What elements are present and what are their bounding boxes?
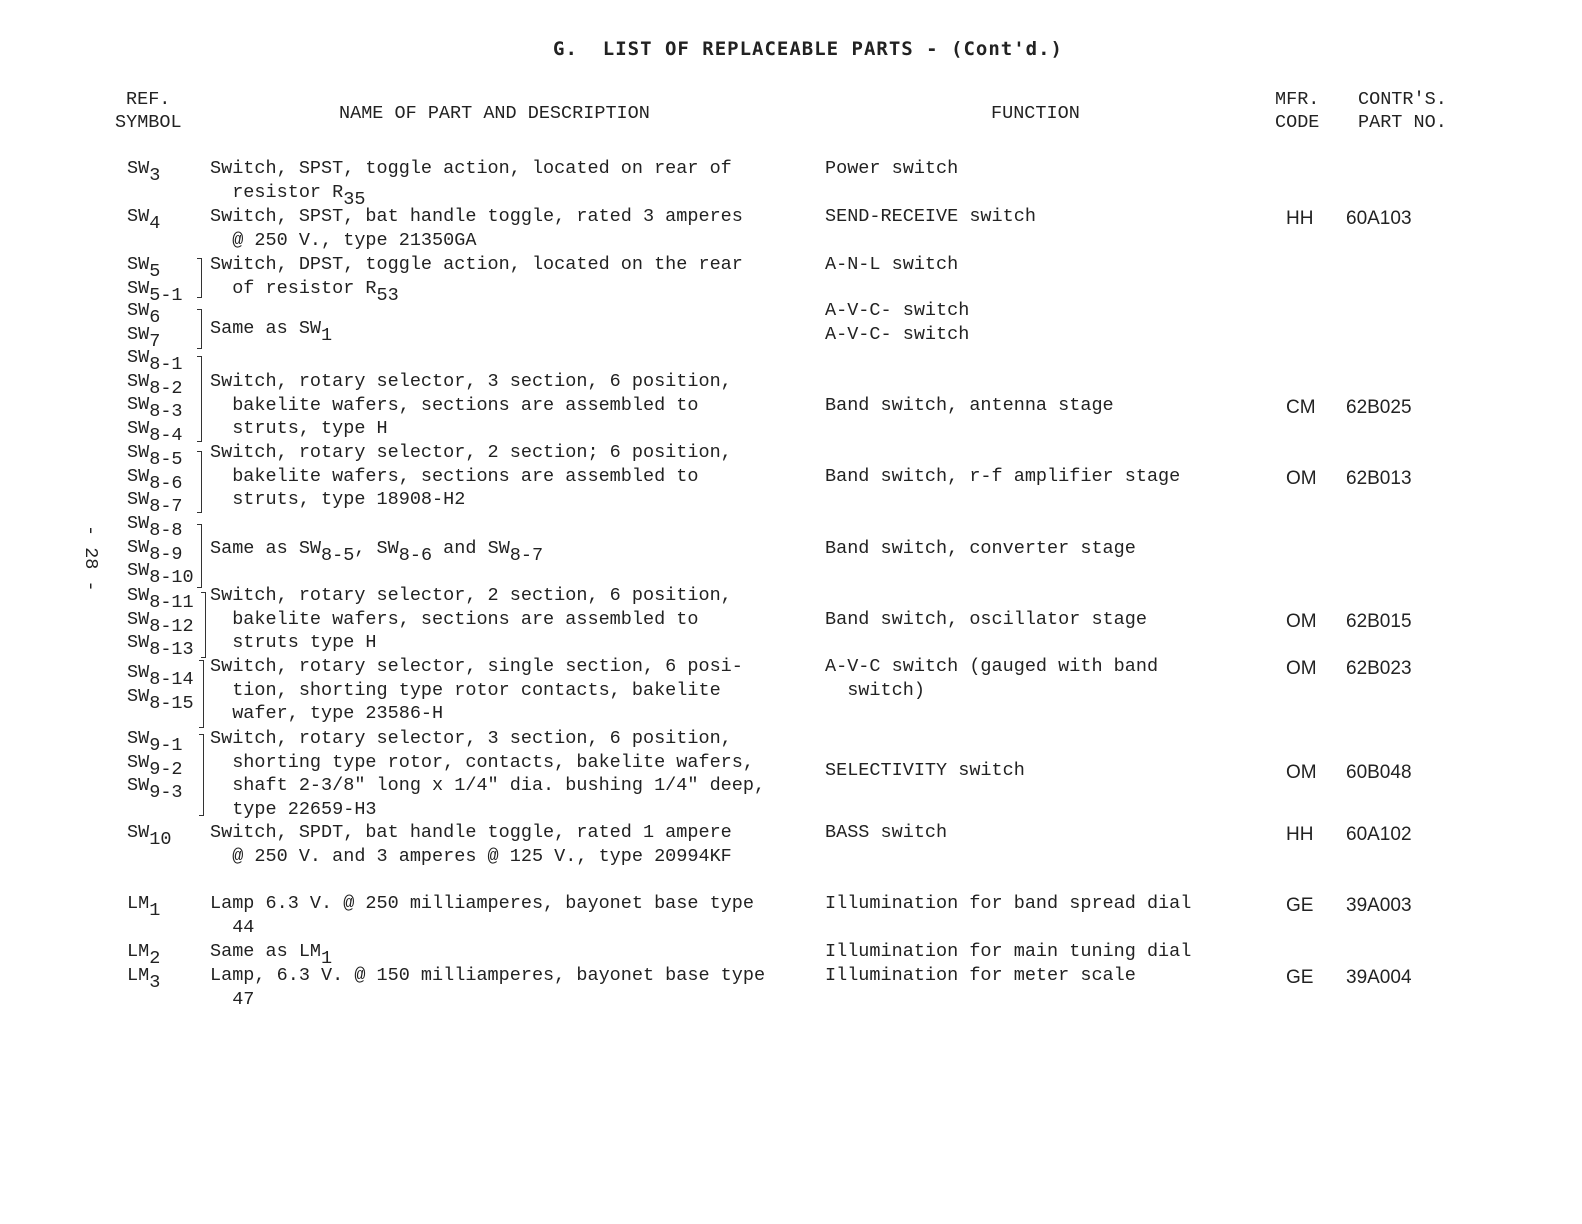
ref-symbol-base: SW [127,158,150,179]
ref-symbol [127,584,194,613]
ref-symbol-subscript: 8-7 [149,496,183,517]
bracket-brace [201,592,206,658]
ref-symbol [127,608,194,637]
part-function: Band switch, oscillator stage [825,609,1147,630]
part-description-line [210,702,443,726]
description-text: bakelite wafers, sections are assembled to [210,608,699,630]
ref-symbol [127,488,183,517]
description-text: Lamp 6.3 V. @ 250 milliamperes, bayonet base type [210,893,754,914]
ref-symbol-base: SW [127,347,150,368]
part-description-line [210,441,732,465]
ref-symbol-base: SW [127,662,150,683]
part-function: Illumination for meter scale [825,965,1136,986]
part-description-line [210,798,377,822]
header-name: NAME OF PART AND DESCRIPTION [339,103,650,124]
ref-symbol-base: SW [127,513,150,534]
ref-symbol-base: SW [127,751,150,773]
ref-symbol-base: SW [127,775,150,796]
part-description-line [210,631,377,655]
mfr-code: OM [1286,611,1317,632]
description-text: tion, shorting type rotor contacts, bakelite [210,679,721,701]
ref-symbol-subscript: 2 [149,948,161,969]
description-text: type 22659-H3 [210,798,377,820]
description-text: Switch, DPST, toggle action, located on the rear [210,254,743,275]
mfr-code: OM [1286,468,1317,489]
description-text: and SW [432,538,510,559]
description-text: Same as LM [210,941,322,962]
ref-symbol-base: SW [127,560,150,581]
description-text: Lamp, 6.3 V. @ 150 milliamperes, bayonet base type [210,965,766,986]
ref-symbol [127,751,183,780]
ref-symbol [127,441,183,470]
contractor-part-number: 39A004 [1346,967,1412,988]
description-text: 44 [210,916,255,938]
ref-symbol-base: SW [127,442,150,463]
page-number: - 28 - [80,525,101,592]
ref-symbol-base: SW [127,585,150,606]
part-description-line [210,253,743,277]
ref-symbol-subscript: 9-1 [149,735,183,756]
mfr-code: CM [1286,397,1316,418]
part-description-line [210,940,333,969]
part-function: BASS switch [825,822,948,843]
description-text: Switch, rotary selector, 2 section; 6 position, [210,442,732,463]
ref-symbol-subscript: 4 [149,213,161,234]
ref-symbol [127,323,161,352]
part-description-line [210,205,743,229]
description-text: @ 250 V., type 21350GA [210,229,477,251]
description-subscript: 8-6 [398,545,433,566]
ref-symbol-base: SW [127,536,150,558]
part-function: Band switch, r-f amplifier stage [825,466,1181,487]
mfr-code: GE [1286,895,1314,916]
ref-symbol-base: SW [127,206,150,227]
description-text: shaft 2-3/8" long x 1/4" dia. bushing 1/4" deep, [210,775,766,796]
ref-symbol-base: SW [127,728,150,749]
ref-symbol-subscript: 9-3 [149,782,183,803]
ref-symbol-subscript: 3 [149,165,161,186]
part-description-line [210,964,765,988]
part-function: Illumination for band spread dial [825,893,1192,914]
description-text: bakelite wafers, sections are assembled to [210,394,699,416]
ref-symbol-subscript: 3 [149,972,161,993]
part-description-line [210,465,698,489]
ref-symbol-subscript: 9-2 [149,758,183,780]
part-description-line [210,317,333,346]
description-text: Switch, SPST, toggle action, located on rear of [210,158,732,179]
description-text: wafer, type 23586-H [210,703,444,724]
part-function: Band switch, converter stage [825,538,1136,559]
mfr-code: HH [1286,208,1314,229]
part-description-line [210,584,732,608]
contractor-part-number: 62B023 [1346,658,1412,679]
ref-symbol-subscript: 8-11 [149,592,194,613]
ref-symbol-base: LM [127,965,150,986]
description-subscript: 8-7 [509,545,544,566]
part-description-line [210,821,732,845]
ref-symbol [127,536,183,565]
ref-symbol [127,685,194,714]
ref-symbol-base: SW [127,394,150,415]
ref-symbol-subscript: 8-13 [149,639,194,660]
ref-symbol-subscript: 8-6 [149,472,183,494]
ref-symbol [127,370,183,399]
bracket-brace [197,258,202,298]
ref-symbol [127,892,161,921]
description-text: bakelite wafers, sections are assembled to [210,465,699,487]
ref-symbol-subscript: 8-4 [149,424,183,446]
ref-symbol [127,205,161,234]
description-text: struts, type H [210,418,388,439]
ref-symbol-subscript: 8-14 [149,669,194,690]
part-description-line [210,655,743,679]
part-function: SEND-RECEIVE switch [825,206,1036,227]
part-function: A-V-C- switch [825,300,970,321]
ref-symbol [127,277,183,306]
description-text: shorting type rotor, contacts, bakelite wafers, [210,751,754,773]
description-text: Switch, rotary selector, 3 section, 6 position, [210,728,732,749]
description-text: Same as SW [210,318,322,339]
part-description-line [210,727,732,751]
part-description-line [210,181,366,210]
ref-symbol-base: SW [127,489,150,510]
description-subscript: 1 [321,325,333,346]
ref-symbol-base: SW [127,417,150,439]
bracket-brace [197,524,202,588]
mfr-code: HH [1286,824,1314,845]
part-function: SELECTIVITY switch [825,760,1025,781]
ref-symbol [127,940,161,969]
ref-symbol-base: SW [127,277,150,299]
ref-symbol-subscript: 8-9 [149,543,183,565]
part-description-line [210,892,754,916]
ref-symbol [127,821,172,850]
ref-symbol-base: SW [127,822,150,843]
ref-symbol [127,774,183,803]
bracket-brace [197,356,202,442]
description-text: Switch, rotary selector, 3 section, 6 position, [210,371,732,392]
part-function: A-N-L switch [825,254,959,275]
description-text: 47 [210,988,255,1010]
part-description-line [210,679,721,703]
bracket-brace [197,309,202,349]
ref-symbol-subscript: 8-5 [149,449,183,470]
part-description-line [210,157,732,181]
part-function: switch) [825,679,925,701]
header-ref-line1: REF. [126,89,171,110]
part-description-line [210,277,399,306]
ref-symbol-subscript: 8-3 [149,401,183,422]
ref-symbol-subscript: 8-8 [149,520,183,541]
description-subscript: 53 [376,284,399,306]
ref-symbol [127,299,161,328]
contractor-part-number: 62B015 [1346,611,1412,632]
part-description-line [210,608,698,632]
header-contr-line2: PART NO. [1358,112,1447,133]
ref-symbol [127,393,183,422]
part-description-line [210,988,254,1012]
description-text: Switch, rotary selector, 2 section, 6 position, [210,585,732,606]
header-ref-line2: SYMBOL [115,112,182,133]
description-text: Same as SW [210,538,322,559]
header-contr-line1: CONTR'S. [1358,89,1447,110]
part-description-line [210,488,465,512]
part-description-line [210,370,732,394]
ref-symbol-subscript: 5-1 [149,284,183,306]
description-text: Switch, rotary selector, single section, 6 posi- [210,656,743,677]
part-function: Band switch, antenna stage [825,395,1114,416]
ref-symbol-base: SW [127,685,150,707]
part-function: Power switch [825,158,959,179]
mfr-code: GE [1286,967,1314,988]
ref-symbol-base: SW [127,465,150,487]
contractor-part-number: 39A003 [1346,895,1412,916]
ref-symbol-subscript: 7 [149,330,161,352]
part-function: A-V-C switch (gauged with band [825,656,1159,677]
ref-symbol-base: SW [127,254,150,275]
ref-symbol-base: SW [127,608,150,630]
mfr-code: OM [1286,762,1317,783]
description-subscript: 1 [321,948,333,969]
ref-symbol-subscript: 8-10 [149,567,194,588]
part-function: A-V-C- switch [825,323,970,345]
part-description-line [210,845,732,869]
ref-symbol [127,253,161,282]
description-text: struts, type 18908-H2 [210,489,466,510]
description-text: @ 250 V. and 3 amperes @ 125 V., type 20994KF [210,845,732,867]
ref-symbol-base: LM [127,941,150,962]
header-function: FUNCTION [991,103,1080,124]
page-title: G. LIST OF REPLACEABLE PARTS - (Cont'd.) [553,38,1063,60]
description-text: struts type H [210,632,377,653]
description-text: Switch, SPST, bat handle toggle, rated 3 amperes [210,206,743,227]
ref-symbol-subscript: 8-15 [149,692,194,714]
bracket-brace [199,660,204,728]
ref-symbol-subscript: 6 [149,307,161,328]
part-description [210,537,544,566]
bracket-brace [199,734,204,816]
ref-symbol-subscript: 5 [149,261,161,282]
ref-symbol [127,559,194,588]
header-mfr-line2: CODE [1275,112,1320,133]
description-text: Switch, SPDT, bat handle toggle, rated 1 ampere [210,822,732,843]
part-description-line [210,751,754,775]
ref-symbol-base: SW [127,300,150,321]
part-description-line [210,417,388,441]
ref-symbol-subscript: 8-12 [149,615,194,637]
bracket-brace [197,451,202,513]
part-description-line [210,916,254,940]
contractor-part-number: 60A103 [1346,208,1412,229]
ref-symbol-subscript: 10 [149,829,172,850]
ref-symbol [127,346,183,375]
contractor-part-number: 62B025 [1346,397,1412,418]
header-mfr-line1: MFR. [1275,89,1320,110]
contractor-part-number: 60A102 [1346,824,1412,845]
ref-symbol [127,727,183,756]
ref-symbol-subscript: 8-2 [149,377,183,399]
mfr-code: OM [1286,658,1317,679]
description-text: of resistor R [210,277,377,299]
ref-symbol [127,157,161,186]
ref-symbol-subscript: 8-1 [149,354,183,375]
ref-symbol-base: SW [127,632,150,653]
ref-symbol [127,661,194,690]
part-description-line [210,394,698,418]
ref-symbol [127,512,183,541]
contractor-part-number: 62B013 [1346,468,1412,489]
ref-symbol-base: LM [127,893,150,914]
ref-symbol [127,417,183,446]
description-text: , SW [354,538,399,559]
part-description-line [210,774,765,798]
ref-symbol [127,631,194,660]
description-text: resistor R [210,181,344,203]
ref-symbol-base: SW [127,323,150,345]
contractor-part-number: 60B048 [1346,762,1412,783]
part-function: Illumination for main tuning dial [825,941,1192,962]
ref-symbol-base: SW [127,370,150,392]
part-description-line [210,229,476,253]
ref-symbol [127,964,161,993]
ref-symbol-subscript: 1 [149,900,161,921]
description-subscript: 8-5 [321,545,355,566]
ref-symbol [127,465,183,494]
description-subscript: 35 [343,188,366,210]
